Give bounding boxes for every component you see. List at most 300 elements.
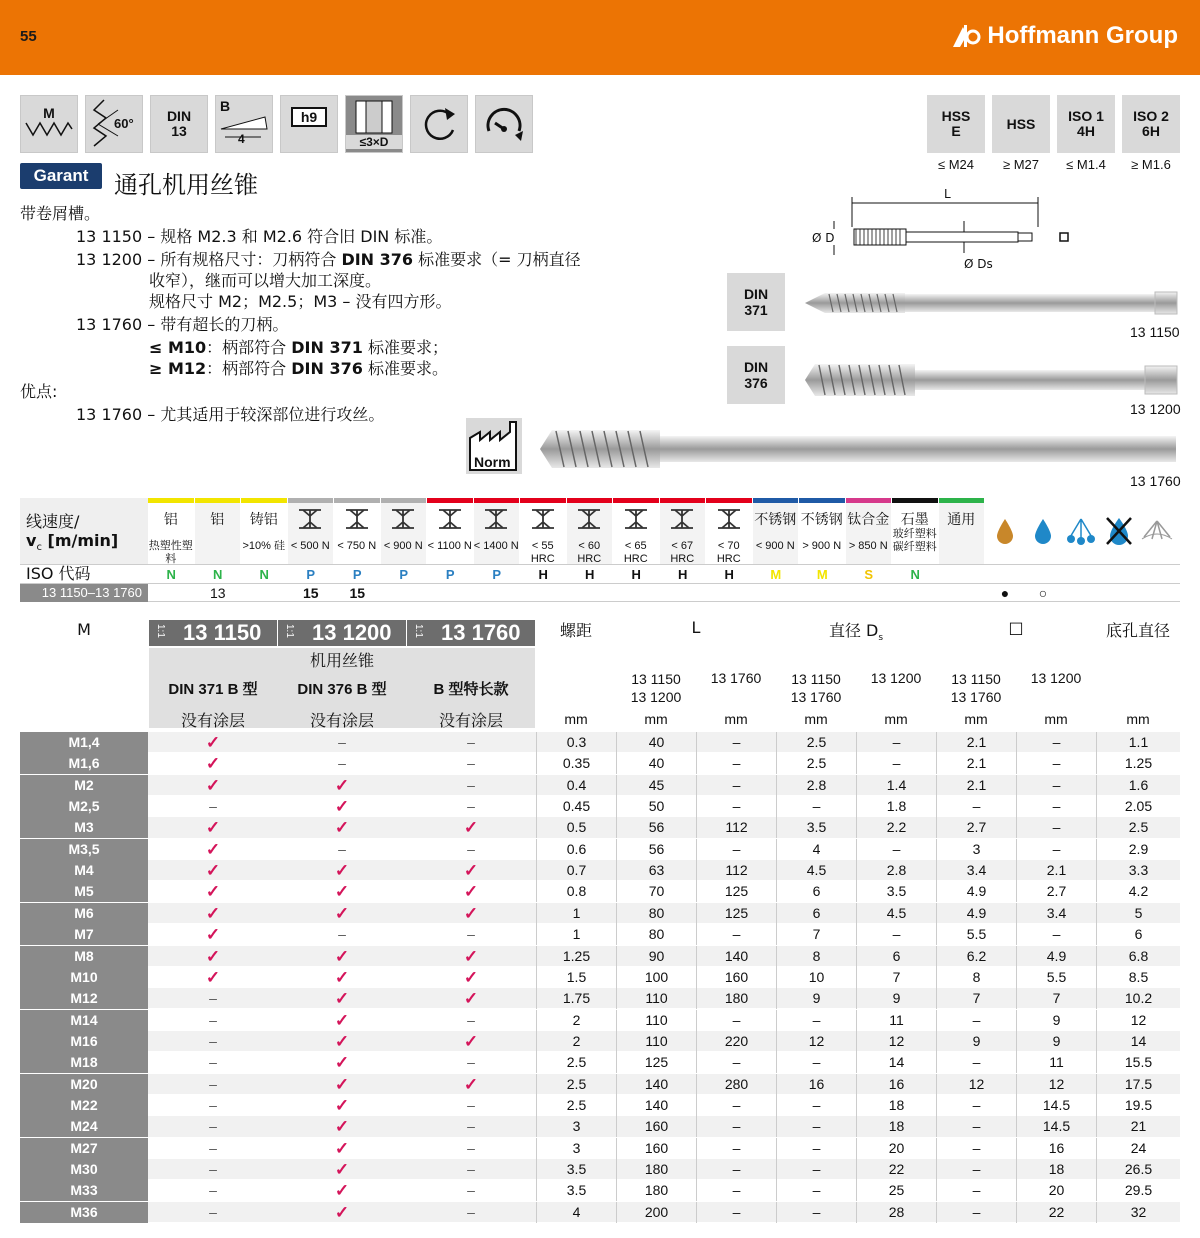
coating-label: 没有涂层 xyxy=(309,711,374,730)
table-row xyxy=(20,903,1180,924)
value-cell: – xyxy=(1016,924,1096,945)
material-column xyxy=(148,498,195,564)
value-cell: 180 xyxy=(696,988,776,1009)
value-cell: 2.1 xyxy=(1016,860,1096,881)
garant-badge: Garant xyxy=(20,163,102,189)
brand-name: Hoffmann Group xyxy=(987,22,1178,49)
material-column xyxy=(195,498,242,564)
value-cell: 18 xyxy=(1016,1159,1096,1180)
material-spec: < 70 HRC xyxy=(716,540,741,565)
iso-code: P xyxy=(306,567,316,582)
i-beam-icon xyxy=(520,508,566,533)
value-cell: 2.05 xyxy=(1096,796,1180,817)
availability-cell: ✓ xyxy=(334,775,350,795)
dry-icon xyxy=(1100,498,1138,564)
value-cell: 1.25 xyxy=(1096,753,1180,774)
speedometer-icon xyxy=(475,95,533,153)
thread-size: M1,6 xyxy=(20,753,148,774)
i-beam-icon xyxy=(474,508,520,533)
availability-cell: ✓ xyxy=(205,775,221,795)
hoffmann-logo-icon xyxy=(951,23,981,49)
material-column xyxy=(288,498,335,564)
value-cell: 17.5 xyxy=(1096,1074,1180,1095)
value-cell: 125 xyxy=(696,881,776,902)
material-spec: < 1400 N xyxy=(473,540,519,552)
iso-code: N xyxy=(166,567,176,582)
chamfer-form-b-icon: B 4 xyxy=(215,95,273,153)
availability-cell: – xyxy=(467,840,475,857)
availability-cell: ✓ xyxy=(463,1031,479,1051)
value-cell: 10 xyxy=(776,967,856,988)
availability-cell: ✓ xyxy=(205,946,221,966)
value-cell: 2.1 xyxy=(936,732,1016,753)
tol-note: ≥ M1.6 xyxy=(1131,157,1171,172)
material-name: 钛合金 xyxy=(847,512,890,528)
unit: mm xyxy=(564,711,588,727)
availability-cell: ✓ xyxy=(334,989,350,1009)
value-cell: 3.5 xyxy=(776,817,856,838)
availability-cell: – xyxy=(467,1054,475,1071)
availability-cell: – xyxy=(209,1139,217,1156)
iso-code: H xyxy=(678,567,688,582)
value-cell: 4.5 xyxy=(776,860,856,881)
availability-cell: – xyxy=(209,798,217,815)
sub-Ds1: 13 1150 13 1760 xyxy=(790,671,842,705)
availability-cell: ✓ xyxy=(205,733,221,752)
value-cell: 0.3 xyxy=(536,732,616,753)
usage-speed xyxy=(939,584,986,602)
usage-speed xyxy=(846,584,893,602)
value-cell: – xyxy=(1016,753,1096,774)
value-cell: 1 xyxy=(536,924,616,945)
din376-tag: DIN 376 xyxy=(727,346,785,404)
value-cell: 1.25 xyxy=(536,946,616,967)
coolant-mark: ● xyxy=(1000,585,1010,601)
table-row xyxy=(20,1138,1180,1159)
usage-speed xyxy=(474,584,521,602)
value-cell: 20 xyxy=(856,1138,936,1159)
value-cell: 11 xyxy=(856,1010,936,1031)
tol-hss: HSS xyxy=(992,95,1050,153)
value-cell: 4.9 xyxy=(936,881,1016,902)
value-cell: 110 xyxy=(616,1031,696,1052)
value-cell: – xyxy=(1016,732,1096,753)
material-column xyxy=(241,498,288,564)
i-beam-icon xyxy=(613,508,659,533)
article-131200[interactable]: 1:1 13 1200 xyxy=(278,620,406,646)
value-cell: 4.2 xyxy=(1096,881,1180,902)
thread-size: M3 xyxy=(20,817,148,838)
value-cell: – xyxy=(696,796,776,817)
value-cell: 0.45 xyxy=(536,796,616,817)
thread-size: M24 xyxy=(20,1116,148,1137)
value-cell: 125 xyxy=(616,1052,696,1073)
desc-line: 13 1150 – 规格 M2.3 和 M2.6 符合旧 DIN 标准。 xyxy=(76,227,443,246)
desc-line: ≥ M12：柄部符合 DIN 376 标准要求。 xyxy=(149,359,448,378)
value-cell: – xyxy=(936,1116,1016,1137)
value-cell: 12 xyxy=(936,1074,1016,1095)
value-cell: 4.9 xyxy=(1016,946,1096,967)
value-cell: 7 xyxy=(1016,988,1096,1009)
through-hole-icon: ≤3×D xyxy=(345,95,403,153)
value-cell: 6 xyxy=(776,903,856,924)
speed-label: 线速度/ $v_c$ [m/min] xyxy=(20,498,148,564)
iso-code: H xyxy=(538,567,548,582)
availability-cell: ✓ xyxy=(334,882,350,902)
value-cell: – xyxy=(936,1052,1016,1073)
tap-131150-image xyxy=(805,288,1179,318)
availability-cell: ✓ xyxy=(205,839,221,859)
unit: mm xyxy=(804,711,828,727)
value-cell: 12 xyxy=(776,1031,856,1052)
availability-cell: – xyxy=(467,1096,475,1113)
value-cell: 160 xyxy=(616,1116,696,1137)
value-cell: – xyxy=(696,1095,776,1116)
value-cell: – xyxy=(696,924,776,945)
i-beam-icon xyxy=(567,508,613,533)
usage-speed xyxy=(148,584,195,602)
table-row xyxy=(20,1074,1180,1095)
iso-code: N xyxy=(213,567,223,582)
thread-size: M16 xyxy=(20,1031,148,1052)
value-cell: 2.7 xyxy=(1016,881,1096,902)
usage-speed xyxy=(241,584,288,602)
value-cell: – xyxy=(776,1138,856,1159)
value-cell: 3.3 xyxy=(1096,860,1180,881)
value-cell: 2.2 xyxy=(856,817,936,838)
value-cell: 3.4 xyxy=(936,860,1016,881)
value-cell: 12 xyxy=(856,1031,936,1052)
tol-note: ≤ M1.4 xyxy=(1066,157,1106,172)
desc-line: 带卷屑槽。 xyxy=(20,204,101,223)
value-cell: 1.6 xyxy=(1096,775,1180,796)
availability-cell: ✓ xyxy=(334,1095,350,1115)
thread-size: M27 xyxy=(20,1138,148,1159)
value-cell: 2.5 xyxy=(536,1074,616,1095)
availability-cell: ✓ xyxy=(205,754,221,774)
table-row xyxy=(20,775,1180,796)
table-row xyxy=(20,1180,1180,1201)
col-m: M xyxy=(77,620,91,639)
value-cell: 180 xyxy=(616,1180,696,1201)
spray-icon xyxy=(1062,498,1100,564)
material-spec: 玻纤塑料 碳纤塑料 xyxy=(892,528,937,553)
col-pitch: 螺距 xyxy=(559,621,592,640)
tolerance-notes xyxy=(927,157,1180,172)
value-cell: 1 xyxy=(536,903,616,924)
iso-code: H xyxy=(724,567,734,582)
value-cell: 160 xyxy=(616,1138,696,1159)
material-spec: < 60 HRC xyxy=(577,540,602,565)
thread-size: M8 xyxy=(20,946,148,967)
availability-cell: ✓ xyxy=(334,797,350,817)
tol-iso1: ISO 1 4H xyxy=(1057,95,1115,153)
value-cell: 16 xyxy=(776,1074,856,1095)
right-hand-rotation-icon xyxy=(410,95,468,153)
material-column xyxy=(892,498,939,564)
value-cell: 220 xyxy=(696,1031,776,1052)
coating-label: 没有涂层 xyxy=(180,711,245,730)
availability-cell: – xyxy=(467,755,475,772)
table-row xyxy=(20,839,1180,860)
tap-131200-image xyxy=(805,360,1179,400)
value-cell: 8.5 xyxy=(1096,967,1180,988)
availability-cell: – xyxy=(209,1075,217,1092)
availability-cell: ✓ xyxy=(463,946,479,966)
value-cell: 3.5 xyxy=(856,881,936,902)
value-cell: 9 xyxy=(1016,1031,1096,1052)
type-label: DIN 371 B 型 xyxy=(168,681,258,698)
material-column xyxy=(474,498,521,564)
value-cell: – xyxy=(776,1010,856,1031)
availability-cell: – xyxy=(467,1161,475,1177)
value-cell: 40 xyxy=(616,753,696,774)
availability-cell: – xyxy=(209,1096,217,1113)
i-beam-icon xyxy=(427,508,473,533)
availability-cell: – xyxy=(209,1182,217,1199)
thread-size: M14 xyxy=(20,1010,148,1031)
value-cell: – xyxy=(696,1010,776,1031)
value-cell: 6.8 xyxy=(1096,946,1180,967)
availability-cell: ✓ xyxy=(205,903,221,923)
value-cell: 2.5 xyxy=(536,1095,616,1116)
value-cell: 125 xyxy=(696,903,776,924)
material-column xyxy=(381,498,428,564)
value-cell: 11 xyxy=(1016,1052,1096,1073)
i-beam-icon xyxy=(334,508,380,533)
value-cell: – xyxy=(936,1159,1016,1180)
unit: mm xyxy=(884,711,908,727)
tol-hsse: HSS E xyxy=(927,95,985,153)
value-cell: 22 xyxy=(856,1159,936,1180)
table-row xyxy=(20,796,1180,817)
value-cell: – xyxy=(1016,817,1096,838)
material-column xyxy=(660,498,707,564)
value-cell: 4 xyxy=(776,839,856,860)
iso-code: H xyxy=(585,567,595,582)
material-spec: < 500 N xyxy=(290,540,330,552)
i-beam-icon xyxy=(660,508,706,533)
thread-size: M4 xyxy=(20,860,148,881)
availability-cell: ✓ xyxy=(334,1138,350,1158)
availability-cell: ✓ xyxy=(205,925,221,945)
value-cell: – xyxy=(696,1116,776,1137)
availability-cell: ✓ xyxy=(463,903,479,923)
article-131150[interactable]: 1:1 13 1150 xyxy=(149,620,277,646)
table-row xyxy=(20,967,1180,988)
availability-cell: ✓ xyxy=(334,818,350,838)
value-cell: 3.4 xyxy=(1016,903,1096,924)
availability-cell: ✓ xyxy=(334,861,350,881)
availability-cell: ✓ xyxy=(463,967,479,987)
value-cell: 6 xyxy=(776,881,856,902)
tol-note: ≥ M27 xyxy=(1002,157,1040,172)
unit: mm xyxy=(724,711,748,727)
dim-L: L xyxy=(944,187,951,201)
page-number: 55 xyxy=(20,28,37,45)
value-cell: 4.5 xyxy=(856,903,936,924)
material-name: 不锈钢 xyxy=(754,512,797,528)
availability-cell: ✓ xyxy=(334,1117,350,1137)
value-cell: 200 xyxy=(616,1202,696,1223)
table-row xyxy=(20,924,1180,945)
value-cell: – xyxy=(776,1159,856,1180)
availability-cell: – xyxy=(209,1054,217,1071)
availability-cell: ✓ xyxy=(205,967,221,987)
i-beam-icon xyxy=(706,508,752,533)
metric-thread-icon: M xyxy=(20,95,78,153)
usage-speed xyxy=(753,584,800,602)
availability-cell: ✓ xyxy=(463,989,479,1009)
thread-size: M6 xyxy=(20,903,148,924)
value-cell: – xyxy=(1016,796,1096,817)
material-column xyxy=(427,498,474,564)
usage-speed: 15 xyxy=(349,585,366,601)
iso-code: S xyxy=(864,567,874,582)
table-row xyxy=(20,1010,1180,1031)
value-cell: – xyxy=(856,924,936,945)
value-cell: – xyxy=(776,1095,856,1116)
dim-D: Ø D xyxy=(812,231,835,245)
value-cell: 3 xyxy=(536,1138,616,1159)
value-cell: 0.7 xyxy=(536,860,616,881)
table-row xyxy=(20,732,1180,753)
availability-cell: – xyxy=(467,1182,475,1199)
value-cell: 4.9 xyxy=(936,903,1016,924)
value-cell: 112 xyxy=(696,860,776,881)
sub-sq1: 13 1150 13 1760 xyxy=(950,671,1002,705)
value-cell: – xyxy=(936,1202,1016,1223)
col-square: □ xyxy=(1008,618,1024,637)
value-cell: – xyxy=(856,839,936,860)
value-cell: 56 xyxy=(616,817,696,838)
value-cell: – xyxy=(776,1202,856,1223)
water-drop-icon xyxy=(1024,498,1062,564)
thread-size: M36 xyxy=(20,1202,148,1223)
value-cell: 2.1 xyxy=(936,775,1016,796)
sub-L2: 13 1760 xyxy=(710,670,762,686)
table-row xyxy=(20,881,1180,902)
tolerance-boxes xyxy=(927,95,1180,153)
value-cell: 1.75 xyxy=(536,988,616,1009)
value-cell: 1.4 xyxy=(856,775,936,796)
material-name: 铝 xyxy=(210,512,225,528)
value-cell: 9 xyxy=(1016,1010,1096,1031)
value-cell: 45 xyxy=(616,775,696,796)
material-column xyxy=(334,498,381,564)
value-cell: – xyxy=(696,753,776,774)
tol-iso2: ISO 2 6H xyxy=(1122,95,1180,153)
usage-speed: 15 xyxy=(302,585,319,601)
value-cell: 2.9 xyxy=(1096,839,1180,860)
value-cell: 112 xyxy=(696,817,776,838)
iso-code: P xyxy=(352,567,362,582)
value-cell: 18 xyxy=(856,1095,936,1116)
value-cell: 7 xyxy=(776,924,856,945)
material-column xyxy=(567,498,614,564)
value-cell: 140 xyxy=(696,946,776,967)
availability-cell: ✓ xyxy=(334,967,350,987)
value-cell: 140 xyxy=(616,1095,696,1116)
thread-angle-icon: 60° xyxy=(85,95,143,153)
usage-row xyxy=(20,583,1180,602)
usage-speed xyxy=(567,584,614,602)
desc-line: 优点: xyxy=(20,382,58,401)
availability-cell: – xyxy=(338,734,346,750)
value-cell: 3 xyxy=(536,1116,616,1137)
desc-line: 规格尺寸 M2；M2.5；M3 – 没有四方形。 xyxy=(149,292,452,311)
availability-cell: ✓ xyxy=(463,818,479,838)
value-cell: 80 xyxy=(616,924,696,945)
value-cell: 110 xyxy=(616,988,696,1009)
thread-size: M33 xyxy=(20,1180,148,1201)
usage-speed xyxy=(799,584,846,602)
type-label: DIN 376 B 型 xyxy=(297,681,387,698)
table-row xyxy=(20,1116,1180,1137)
usage-speed xyxy=(427,584,474,602)
thread-size: M1,4 xyxy=(20,732,148,753)
value-cell: 280 xyxy=(696,1074,776,1095)
value-cell: – xyxy=(856,732,936,753)
spec-icon-row xyxy=(20,95,533,153)
table-row xyxy=(20,988,1180,1009)
availability-cell: – xyxy=(467,1203,475,1220)
unit: mm xyxy=(964,711,988,727)
article-131760[interactable]: 1:1 13 1760 xyxy=(407,620,535,646)
usage-speed xyxy=(613,584,660,602)
table-row xyxy=(20,1202,1180,1223)
availability-cell: – xyxy=(209,1032,217,1049)
value-cell: 2.7 xyxy=(936,817,1016,838)
dim-Ds: Ø Ds xyxy=(964,257,993,271)
value-cell: 16 xyxy=(856,1074,936,1095)
value-cell: 0.5 xyxy=(536,817,616,838)
value-cell: 140 xyxy=(616,1074,696,1095)
value-cell: – xyxy=(776,1052,856,1073)
value-cell: 1.1 xyxy=(1096,732,1180,753)
material-name: 不锈钢 xyxy=(800,512,843,528)
availability-cell: – xyxy=(467,1011,475,1028)
thread-size: M30 xyxy=(20,1159,148,1180)
iso-code: H xyxy=(631,567,641,582)
value-cell: 14 xyxy=(856,1052,936,1073)
value-cell: – xyxy=(776,1116,856,1137)
value-cell: 2.1 xyxy=(936,753,1016,774)
material-name: 通用 xyxy=(947,512,976,528)
norm-icon: Norm xyxy=(466,418,522,474)
value-cell: – xyxy=(936,1010,1016,1031)
value-cell: 2.5 xyxy=(536,1052,616,1073)
tool-caption: 13 1150 xyxy=(1130,324,1180,340)
availability-cell: ✓ xyxy=(205,861,221,881)
availability-cell: ✓ xyxy=(463,882,479,902)
tol-note: ≤ M24 xyxy=(937,157,975,172)
material-spec: > 900 N xyxy=(802,540,842,552)
value-cell: 90 xyxy=(616,946,696,967)
usage-speed xyxy=(892,584,939,602)
desc-line: 13 1760 – 带有超长的刀柄。 xyxy=(76,315,289,334)
thread-size: M2 xyxy=(20,775,148,796)
thread-size: M22 xyxy=(20,1095,148,1116)
availability-cell: ✓ xyxy=(334,1031,350,1051)
desc-line: 收窄），继而可以增大加工深度。 xyxy=(149,271,382,290)
value-cell: 20 xyxy=(1016,1180,1096,1201)
thread-size: M20 xyxy=(20,1074,148,1095)
table-header xyxy=(20,616,1180,728)
material-column xyxy=(613,498,660,564)
iso-code: P xyxy=(399,567,409,582)
value-cell: 160 xyxy=(696,967,776,988)
